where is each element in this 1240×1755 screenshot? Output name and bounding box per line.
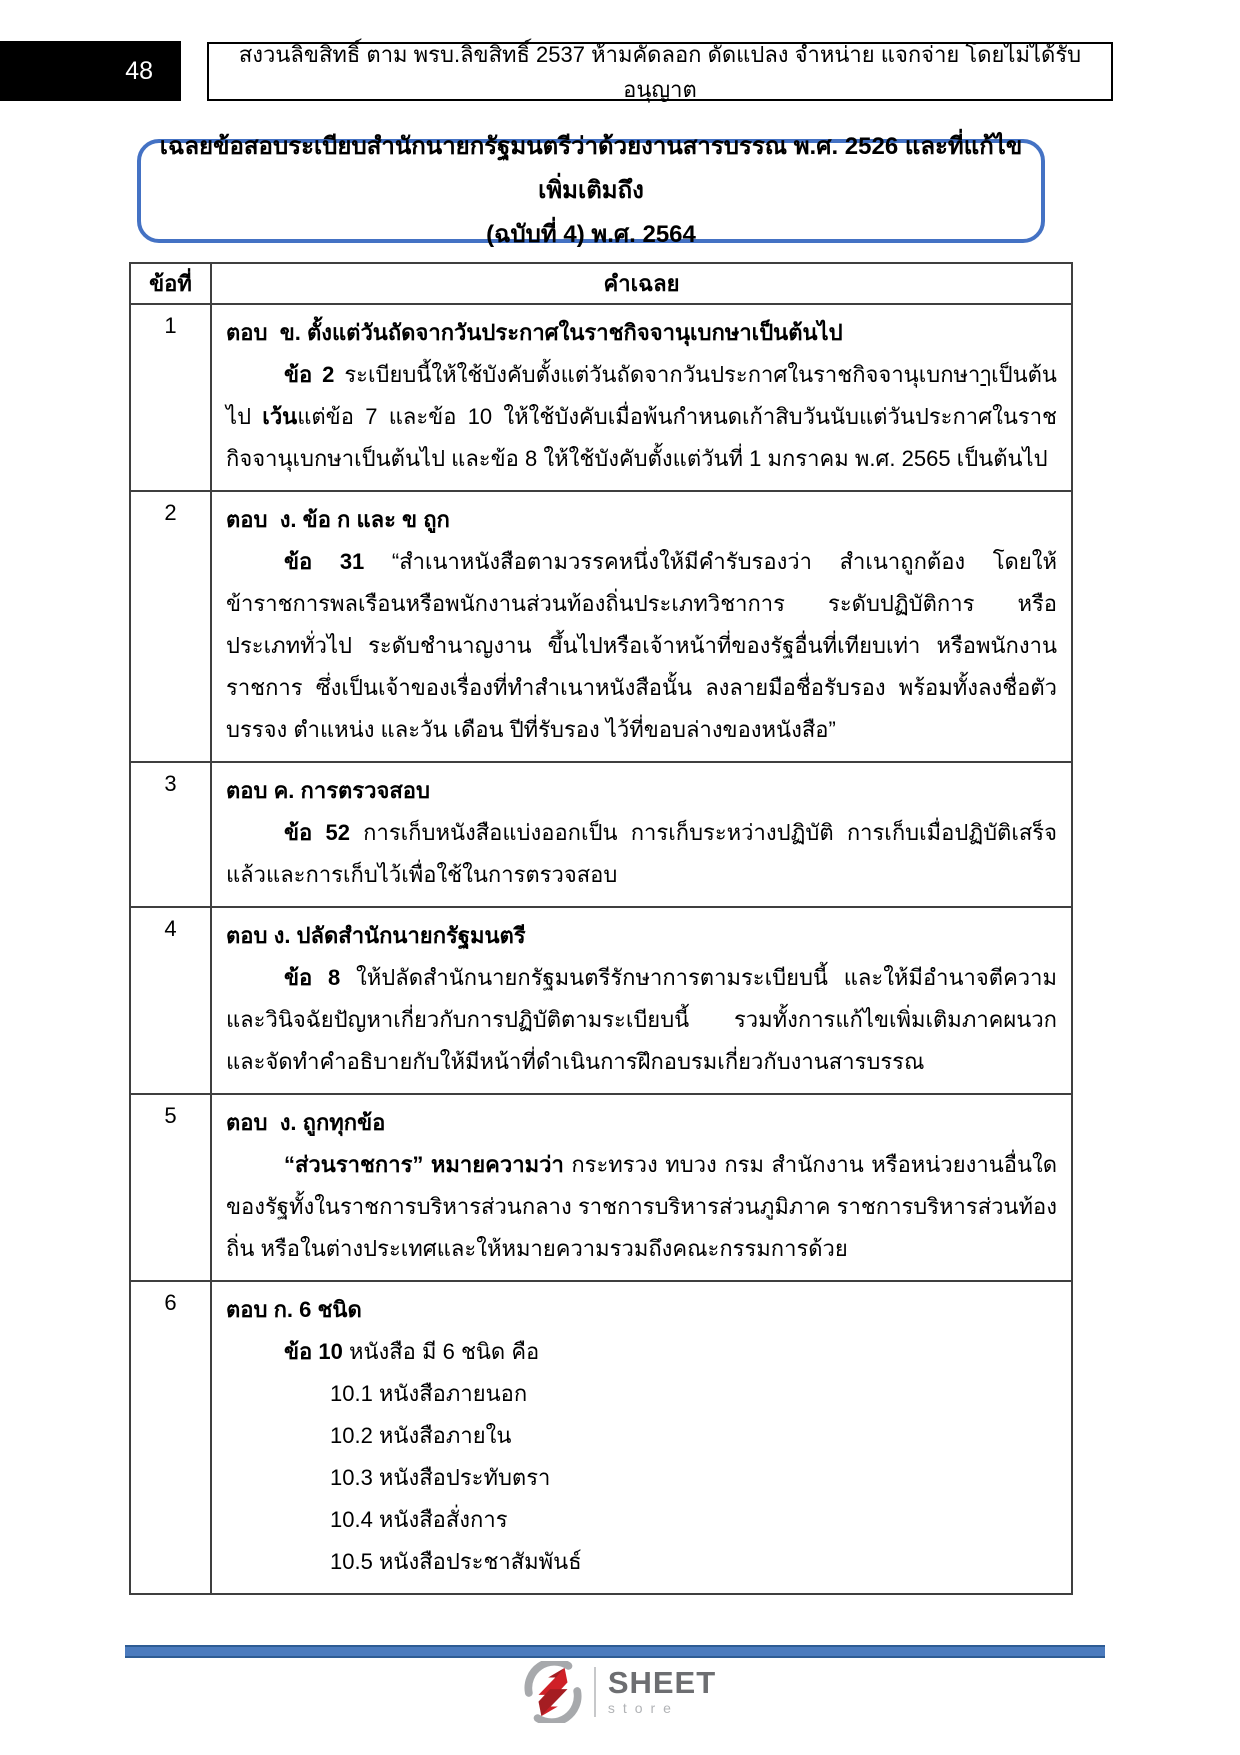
answer-block-para xyxy=(226,354,1057,480)
logo-text xyxy=(608,1667,716,1717)
question-number-cell: 2 xyxy=(130,491,211,762)
text-segment: 10.5 หนังสือประชาสัมพันธ์ xyxy=(330,1549,582,1574)
text-segment: ตอบ ง. ถูกทุกข้อ xyxy=(226,1110,386,1135)
logo-main-text: SHEET xyxy=(607,1665,717,1700)
page-number-box xyxy=(0,41,181,101)
answer-cell xyxy=(211,1281,1072,1594)
text-segment: ตอบ ง. ปลัดสำนักนายกรัฐมนตรี xyxy=(226,923,526,948)
table-row xyxy=(130,762,1072,907)
answer-table-body xyxy=(130,304,1072,1594)
table-row xyxy=(130,907,1072,1094)
text-segment: “สำเนาหนังสือตามวรรคหนึ่งให้มีคำรับรองว่า สำเนาถูกต้อง โดยให้ข้าราชการพลเรือนหรือพนักงานส่วนท้องถิ่นประเภทวิชาการ ระดับปฏิบัติการ หรือประเภททั่วไป ระดับชำนาญงาน ขึ้นไปหรือเจ้าหน้าที่ของรัฐอื่นที่เทียบเท่า หรือพนักงานราชการ ซึ่งเป็นเจ้าของเรื่องที่ทำสำเนาหนังสือนั้น ลงลายมือชื่อรับรอง พร้อมทั้งลงชื่อตัวบรรจง ตำแหน่ง และวัน เดือน ปีที่รับรอง ไว้ที่ขอบล่างของหนังสือ” xyxy=(226,549,1057,742)
text-segment: ข้อ 8 xyxy=(284,965,341,990)
text-segment: ให้ปลัดสำนักนายกรัฐมนตรีรักษาการตามระเบียบนี้ และให้มีอำนาจตีความและวินิจฉัยปัญหาเกี่ยวกับการปฏิบัติตามระเบียบนี้ รวมทั้งการแก้ไขเพิ่มเติมภาคผนวกและจัดทำคำอธิบายกับให้มีหน้าที่ดำเนินการฝึกอบรมเกี่ยวกับงานสารบรรณ xyxy=(226,965,1057,1074)
answer-cell xyxy=(211,491,1072,762)
text-segment: แต่ข้อ 7 และข้อ 10 ให้ใช้บังคับเมื่อพ้นกำหนดเก้าสิบวันนับแต่วันประกาศในราชกิจจานุเบกษาเป็นต้นไป และข้อ 8 ให้ใช้บังคับตั้งแต่วันที่ 1 มกราคม พ.ศ. 2565 เป็นต้นไป xyxy=(226,404,1057,471)
text-segment: “ส่วนราชการ” หมายความว่า xyxy=(284,1152,564,1177)
text-segment: การเก็บหนังสือแบ่งออกเป็น การเก็บระหว่างปฏิบัติ การเก็บเมื่อปฏิบัติเสร็จแล้วและการเก็บไว้เพื่อใช้ในการตรวจสอบ xyxy=(226,820,1057,887)
document-title-line1: เฉลยข้อสอบระเบียบสำนักนายกรัฐมนตรีว่าด้วยงานสารบรรณ พ.ศ. 2526 และที่แก้ไขเพิ่มเติมถึง xyxy=(159,133,1023,204)
table-header-row xyxy=(130,263,1072,304)
answer-cell xyxy=(211,907,1072,1094)
question-number-cell: 5 xyxy=(130,1094,211,1281)
table-row xyxy=(130,1281,1072,1594)
answer-block-answer xyxy=(226,770,1057,812)
text-segment: 10.2 หนังสือภายใน xyxy=(330,1423,512,1448)
logo-divider xyxy=(594,1667,596,1717)
text-segment: ตอบ ก. 6 ชนิด xyxy=(226,1297,362,1322)
sheet-store-logo xyxy=(0,1660,1240,1724)
logo-sub-text: store xyxy=(607,1700,679,1716)
answer-cell xyxy=(211,1094,1072,1281)
text-segment: ข้อ 10 xyxy=(284,1339,343,1364)
text-segment: ตอบ ข. ตั้งแต่วันถัดจากวันประกาศในราชกิจจานุเบกษาเป็นต้นไป xyxy=(226,320,843,345)
copyright-notice-box xyxy=(207,42,1113,101)
answer-block-item xyxy=(226,1541,1057,1583)
answer-block-answer xyxy=(226,1289,1057,1331)
question-number-cell: 4 xyxy=(130,907,211,1094)
question-number-cell: 1 xyxy=(130,304,211,491)
answer-block-para xyxy=(226,541,1057,751)
answer-block-answer xyxy=(226,915,1057,957)
page-number: 48 xyxy=(125,56,153,85)
copyright-text: สงวนลิขสิทธิ์ ตาม พรบ.ลิขสิทธิ์ 2537 ห้ามคัดลอก ดัดแปลง จำหน่าย แจกจ่าย โดยไม่ได้รับอนุญาต xyxy=(238,41,1082,102)
text-segment: 10.4 หนังสือสั่งการ xyxy=(330,1507,508,1532)
answer-block-para xyxy=(226,1331,1057,1373)
answer-block-para xyxy=(226,1144,1057,1270)
question-number-cell: 3 xyxy=(130,762,211,907)
table-row xyxy=(130,1094,1072,1281)
footer-divider-bar xyxy=(125,1645,1105,1658)
text-segment: เป็นต้นไป xyxy=(226,362,1057,429)
table-row xyxy=(130,491,1072,762)
answer-cell xyxy=(211,304,1072,491)
text-segment: หนังสือ มี 6 ชนิด คือ xyxy=(342,1339,540,1364)
answer-cell xyxy=(211,762,1072,907)
answer-block-item xyxy=(226,1457,1057,1499)
answer-block-item xyxy=(226,1373,1057,1415)
question-number-cell: 6 xyxy=(130,1281,211,1594)
text-segment: เว้น xyxy=(262,404,298,429)
document-title-box xyxy=(137,133,1045,248)
text-segment: 10.1 หนังสือภายนอก xyxy=(330,1381,528,1406)
text-segment: ตอบ ง. ข้อ ก และ ข ถูก xyxy=(226,507,450,532)
answer-block-answer xyxy=(226,312,1057,354)
answer-block-para xyxy=(226,957,1057,1083)
table-row xyxy=(130,304,1072,491)
text-segment: ตอบ ค. การตรวจสอบ xyxy=(226,778,430,803)
sheet-store-logo-icon xyxy=(524,1661,582,1723)
column-header-question-number: ข้อที่ xyxy=(130,263,211,304)
column-header-answer: คำเฉลย xyxy=(211,263,1072,304)
answer-block-item xyxy=(226,1499,1057,1541)
answer-block-answer xyxy=(226,1102,1057,1144)
answer-block-answer xyxy=(226,499,1057,541)
text-segment: ระเบียบนี้ให้ใช้บังคับตั้งแต่วันถัดจากวันประกาศในราชกิจจานุเบกษา xyxy=(334,362,981,387)
document-title-line2: (ฉบับที่ 4) พ.ศ. 2564 xyxy=(486,221,696,248)
text-segment: กระทรวง ทบวง กรม สำนักงาน หรือหน่วยงานอื่นใดของรัฐทั้งในราชการบริหารส่วนกลาง ราชการบริหารส่วนภูมิภาค ราชการบริหารส่วนท้องถิ่น หรือในต่างประเทศและให้หมายความรวมถึงคณะกรรมการด้วย xyxy=(226,1152,1058,1261)
answer-table xyxy=(129,262,1073,1595)
text-segment: ข้อ 2 xyxy=(284,362,335,387)
text-segment: 10.3 หนังสือประทับตรา xyxy=(330,1465,551,1490)
answer-block-item xyxy=(226,1415,1057,1457)
text-segment: ข้อ 52 xyxy=(284,820,350,845)
text-segment: ๅ xyxy=(980,362,992,387)
answer-block-para xyxy=(226,812,1057,896)
text-segment: ข้อ 31 xyxy=(284,549,365,574)
